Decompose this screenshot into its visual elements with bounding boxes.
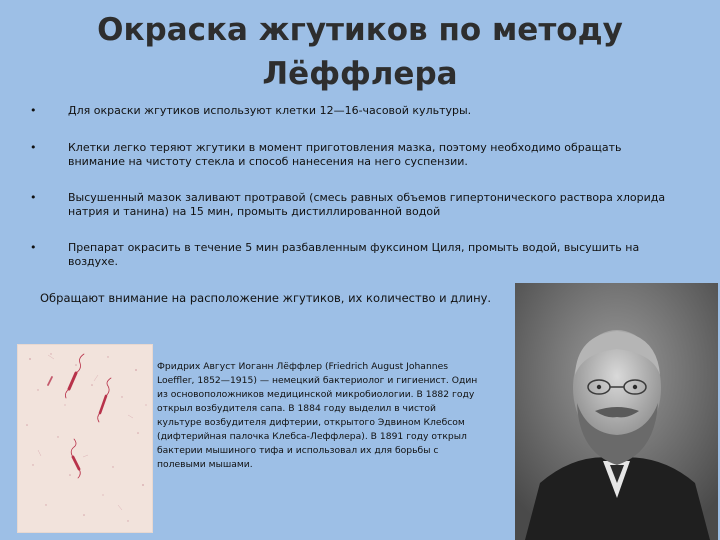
micrograph-image [17, 344, 153, 533]
bullet-marker: • [30, 191, 37, 204]
portrait-icon [515, 283, 718, 540]
bullet-text: Клетки легко теряют жгутики в момент приготовления мазка, поэтому необходимо обращать внимание на чистоту стекла и способ нанесения на него суспензии. [68, 141, 622, 168]
bullet-marker: • [30, 104, 37, 117]
slide-title: Окраска жгутиков по методу Лёффлера [97, 12, 623, 92]
bullet-marker: • [30, 241, 37, 254]
portrait-photo [515, 283, 718, 540]
bullet-text: Препарат окрасить в течение 5 мин разбавленным фуксином Циля, промыть водой, высушить на воздухе. [68, 241, 640, 268]
bullet-marker: • [30, 141, 37, 154]
bullet-text: Высушенный мазок заливают протравой (смесь равных объемов гипертонического раствора хлорида натрия и танина) на 15 мин, промыть дистиллированной водой [68, 191, 666, 218]
stained-bacteria-icon [18, 345, 152, 532]
biography-caption: Фридрих Август Иоганн Лёффлер (Friedrich August Johannes Loeffler, 1852—1915) — немецкий бактериолог и гигиенист. Один из основоположников медицинской микробиологии. В 1882 году открыл возбудителя сапа. В 1884 году выделил в чистой культуре возбудителя дифтерии, открытого Эдвином Клебсом (дифтерийная палочка Клебса-Леффлера). В 1891 году открыл бактерии мышиного тифа и использовал их для борьбы с полевыми мышами. [157, 361, 478, 470]
bullet-text: Для окраски жгутиков используют клетки 12—16-часовой культуры. [68, 104, 472, 117]
observation-note: Обращают внимание на расположение жгутиков, их количество и длину. [40, 291, 492, 305]
